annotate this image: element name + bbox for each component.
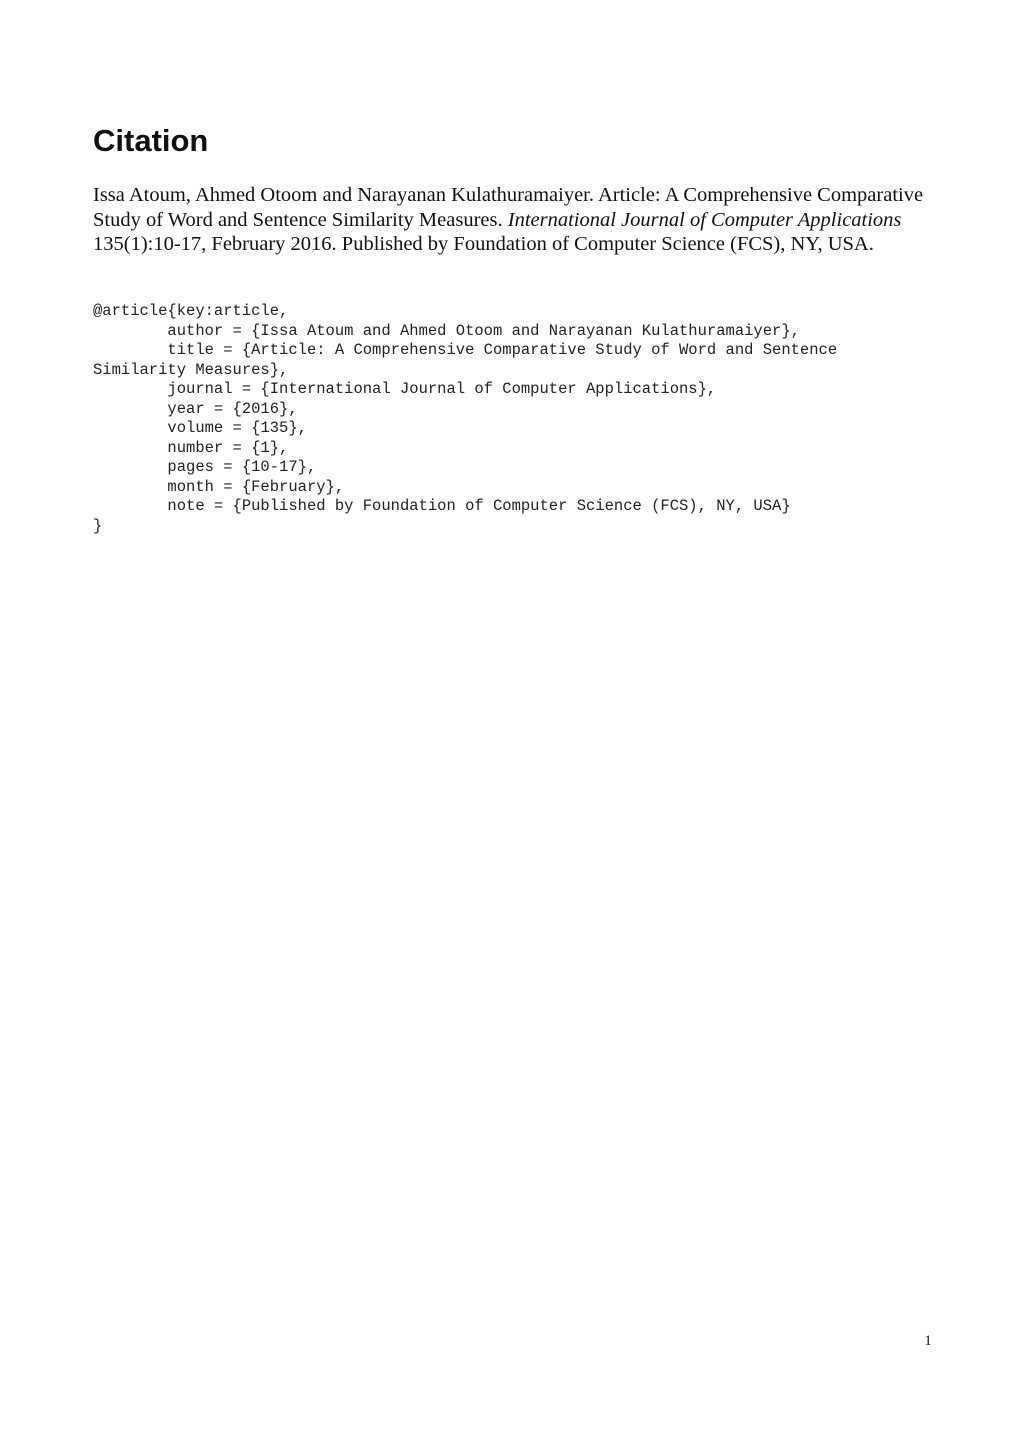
bibtex-close: } [93,516,103,535]
bibtex-month: month = {February}, [93,477,345,496]
citation-text [93,183,928,257]
page-number: 1 [924,1333,932,1349]
bibtex-title: title = {Article: A Comprehensive Comparative Study of Word and Sentence Similarity Measures}, [93,341,838,379]
bibtex-pages: pages = {10-17}, [93,458,317,476]
bibtex-author: author = {Issa Atoum and Ahmed Otoom and Narayanan Kulathuramaiyer}, [93,321,800,340]
bibtex-journal: journal = {International Journal of Computer Applications}, [93,380,717,398]
citation-journal: International Journal of Computer Applications [507,208,902,231]
bibtex-volume: volume = {135}, [93,419,307,437]
bibtex-note: note = {Published by Foundation of Computer Science (FCS), NY, USA} [93,497,791,515]
bibtex-block [93,302,943,536]
citation-details: 135(1):10-17, February 2016. Published by Foundation of Computer Science (FCS), NY, USA. [93,233,874,255]
page-title: Citation [93,123,209,158]
bibtex-open: @article{key:article, [93,302,289,320]
citation-authors-title: Issa Atoum, Ahmed Otoom and Narayanan Kulathuramaiyer. Article: A Comprehensive Comparative Study of Word and Sentence Similarity Measures. [93,184,924,231]
bibtex-number: number = {1}, [93,438,289,457]
bibtex-year: year = {2016}, [93,399,298,418]
